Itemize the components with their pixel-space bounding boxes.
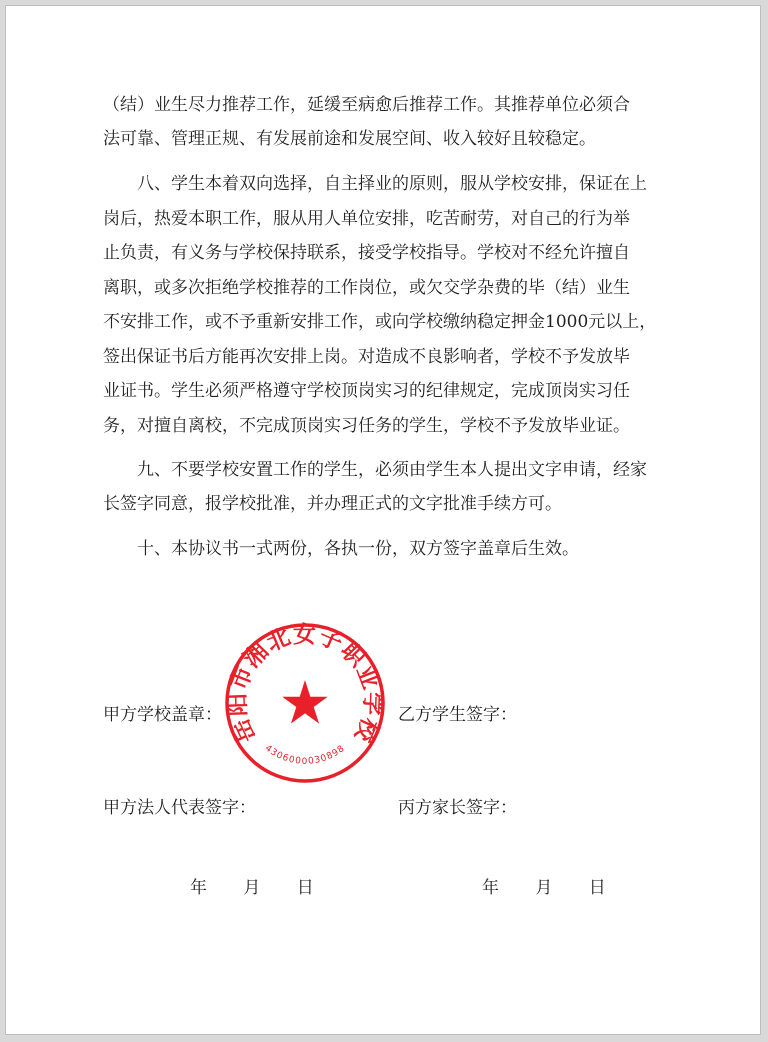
official-seal bbox=[224, 622, 386, 784]
seal-code-text: 4306000030898 bbox=[262, 743, 348, 767]
text-line: 离职，或多次拒绝学校推荐的工作岗位，或欠交学杂费的毕（结）业生 bbox=[103, 278, 630, 298]
party-a-seal-label: 甲方学校盖章： bbox=[103, 705, 222, 725]
seal-name-text: 岳阳市湘北女子职业学校 bbox=[224, 622, 386, 747]
text-line: （结）业生尽力推荐工作，延缓至病愈后推荐工作。其推荐单位必须合 bbox=[103, 95, 630, 115]
date-right: 年 月 日 bbox=[482, 878, 606, 898]
text-line: 长签字同意，报学校批准，并办理正式的文字批准手续方可。 bbox=[103, 494, 562, 514]
text-line: 签出保证书后方能再次安排上岗。对造成不良影响者，学校不予发放毕 bbox=[103, 347, 630, 367]
date-left: 年 月 日 bbox=[190, 878, 314, 898]
text-line: 不安排工作，或不予重新安排工作，或向学校缴纳稳定押金1000元以上， bbox=[103, 312, 657, 332]
party-c-sign-label: 丙方家长签字： bbox=[398, 798, 517, 818]
party-b-sign-label: 乙方学生签字： bbox=[398, 705, 517, 725]
text-line: 岗后，热爱本职工作，服从用人单位安排，吃苦耐劳，对自己的行为举 bbox=[103, 209, 630, 229]
text-line: 九、不要学校安置工作的学生，必须由学生本人提出文字申请，经家 bbox=[137, 460, 647, 480]
text-line: 八、学生本着双向选择，自主择业的原则，服从学校安排，保证在上 bbox=[137, 174, 647, 194]
text-line: 务，对擅自离校，不完成顶岗实习任务的学生，学校不予发放毕业证。 bbox=[103, 416, 630, 436]
party-a-rep-label: 甲方法人代表签字： bbox=[103, 798, 256, 818]
text-line: 十、本协议书一式两份，各执一份，双方签字盖章后生效。 bbox=[137, 539, 579, 559]
text-line: 业证书。学生必须严格遵守学校顶岗实习的纪律规定，完成顶岗实习任 bbox=[103, 381, 630, 401]
text-line: 止负责，有义务与学校保持联系，接受学校指导。学校对不经允许擅自 bbox=[103, 243, 630, 263]
star-icon bbox=[282, 680, 328, 724]
text-line: 法可靠、管理正规、有发展前途和发展空间、收入较好且较稳定。 bbox=[103, 129, 596, 149]
